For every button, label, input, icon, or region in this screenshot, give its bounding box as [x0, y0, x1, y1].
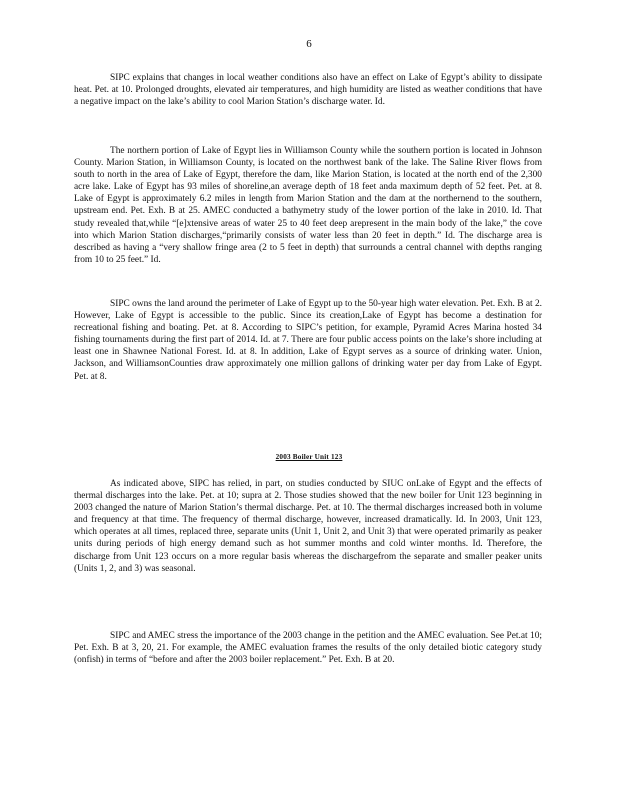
section-heading-text: 2003 Boiler Unit 123	[275, 453, 343, 461]
paragraph-lake-geography: The northern portion of Lake of Egypt lies in Williamson County while the southern portion is located in Johnson County. Marion Station, in Williamson County, is located on the northwest bank of the lake. The Saline River flows from south to north in the area of Lake of Egypt, therefore the dam, like Marion Station, is located at the north end of the 2,300 acre lake. Lake of Egypt has 93 miles of shoreline,an average depth of 18 feet anda maximum depth of 52 feet. Pet. at 8. Lake of Egypt is approximately 6.2 miles in length from Marion Station and the dam at the northernend to the southern, upstream end. Pet. Exh. B at 25. AMEC conducted a bathymetry study of the lower portion of the lake in 2010. Id. That study revealed that,while “[e]xtensive areas of water 25 to 40 feet deep arepresent in the main body of the lake,” the cove into which Marion Station discharges,“primarily consists of water less than 20 feet in depth.” Id. The discharge area is described as having a “very shallow fringe area (2 to 5 feet in depth) that surrounds a central channel with depths ranging from 10 to 25 feet.” Id.	[74, 146, 542, 265]
page-number: 6	[306, 38, 312, 50]
paragraph-public-access: SIPC owns the land around the perimeter of Lake of Egypt up to the 50-year high water elevation. Pet. Exh. B at 2. However, Lake of Egypt is accessible to the public. Since its creation,Lake of Egypt has become a destination for recreational fishing and boating. Pet. at 8. According to SIPC’s petition, for example, Pyramid Acres Marina hosted 34 fishing tournaments during the first part of 2014. Id. at 7. There are four public access points on the lake’s shore including at least one in Shawnee National Forest. Id. at 8. In addition, Lake of Egypt serves as a source of drinking water. Union, Jackson, and WilliamsonCounties draw approximately one million gallons of drinking water per day from Lake of Egypt. Pet. at 8.	[74, 299, 542, 382]
section-heading	[0, 453, 618, 461]
paragraph-amec-evaluation: SIPC and AMEC stress the importance of the 2003 change in the petition and the AMEC evaluation. See Pet.at 10; Pet. Exh. B at 3, 20, 21. For example, the AMEC evaluation frames the results of the only detailed biotic category study (onfish) in terms of “before and after the 2003 boiler replacement.” Pet. Exh. B at 20.	[74, 631, 542, 666]
paragraph-weather-conditions: SIPC explains that changes in local weather conditions also have an effect on Lake of Egypt’s ability to dissipate heat. Pet. at 10. Prolonged droughts, elevated air temperatures, and high humidity are listed as weather conditions that have a negative impact on the lake’s ability to cool Marion Station’s discharge water. Id.	[74, 73, 542, 108]
paragraph-boiler-change: As indicated above, SIPC has relied, in part, on studies conducted by SIUC onLake of Egypt and the effects of thermal discharges into the lake. Pet. at 10; supra at 2. Those studies showed that the new boiler for Unit 123 beginning in 2003 changed the nature of Marion Station’s thermal discharge. Pet. at 10. The thermal discharges increased both in volume and frequency at that time. The frequency of thermal discharge, however, increased dramatically. Id. In 2003, Unit 123, which operates at all times, replaced three, separate units (Unit 1, Unit 2, and Unit 3) that were operated primarily as peaker units during periods of high energy demand such as hot summer months and cold winter months. Id. Therefore, the discharge from Unit 123 occurs on a more regular basis whereas the dischargefrom the separate and smaller peaker units (Units 1, 2, and 3) was seasonal.	[74, 479, 542, 574]
